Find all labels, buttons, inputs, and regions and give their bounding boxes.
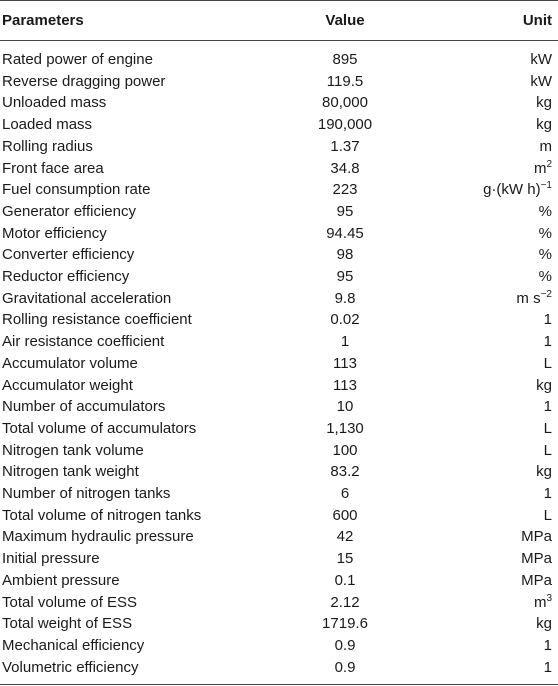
unit-cell xyxy=(430,592,558,614)
value-cell: 1.37 xyxy=(330,137,360,155)
unit-text: MPa xyxy=(521,571,552,589)
unit-text: kW xyxy=(530,72,552,90)
unit-text: 1 xyxy=(543,636,552,654)
parameter-cell: Total volume of accumulators xyxy=(2,419,197,437)
parameter-cell: Number of nitrogen tanks xyxy=(2,485,171,503)
table-row xyxy=(0,592,558,614)
unit-text: m xyxy=(539,137,552,155)
value-cell: 42 xyxy=(336,528,354,546)
table-row xyxy=(0,548,558,570)
unit-superscript: −1 xyxy=(540,180,552,192)
table-row xyxy=(0,41,558,71)
unit-text: L xyxy=(543,419,552,437)
unit-cell xyxy=(430,114,558,136)
table-row xyxy=(0,92,558,114)
unit-cell xyxy=(430,179,558,201)
parameter-cell: Initial pressure xyxy=(2,550,100,568)
table-row xyxy=(0,418,558,440)
value-cell: 190,000 xyxy=(317,116,373,134)
parameter-cell: Generator efficiency xyxy=(2,202,136,220)
unit-cell xyxy=(430,396,558,418)
table-row xyxy=(0,375,558,397)
parameter-cell: Accumulator weight xyxy=(2,376,133,394)
unit-cell xyxy=(430,201,558,223)
parameter-cell: Nitrogen tank volume xyxy=(2,441,144,459)
unit-text: kg xyxy=(536,463,552,481)
table-row xyxy=(0,136,558,158)
unit-text: 1 xyxy=(543,311,552,329)
parameter-cell: Accumulator volume xyxy=(2,354,138,372)
parameter-cell: Total volume of nitrogen tanks xyxy=(2,506,202,524)
table-row xyxy=(0,461,558,483)
value-cell: 95 xyxy=(336,268,354,286)
parameter-cell: Motor efficiency xyxy=(2,224,107,242)
parameter-cell: Fuel consumption rate xyxy=(2,181,151,199)
unit-text: L xyxy=(543,506,552,524)
unit-cell xyxy=(430,309,558,331)
unit-cell xyxy=(430,548,558,570)
value-cell: 0.02 xyxy=(330,311,360,329)
value-cell: 95 xyxy=(336,202,354,220)
unit-cell xyxy=(430,244,558,266)
table-row xyxy=(0,570,558,592)
unit-cell xyxy=(430,440,558,462)
value-cell: 94.45 xyxy=(326,224,364,242)
unit-cell xyxy=(430,136,558,158)
table-row xyxy=(0,266,558,288)
unit-cell xyxy=(430,266,558,288)
unit-text: kg xyxy=(536,615,552,633)
unit-superscript: 2 xyxy=(546,158,552,170)
parameter-cell: Mechanical efficiency xyxy=(2,636,145,654)
unit-text: kW xyxy=(530,51,552,68)
table-row xyxy=(0,179,558,201)
value-cell: 34.8 xyxy=(330,159,360,177)
parameter-cell: Rolling resistance coefficient xyxy=(2,311,192,329)
unit-cell xyxy=(430,158,558,180)
table-row xyxy=(0,201,558,223)
unit-cell xyxy=(430,483,558,505)
unit-cell xyxy=(430,613,558,635)
value-cell: 113 xyxy=(333,376,357,394)
parameter-cell: Total volume of ESS xyxy=(2,593,138,611)
header-row xyxy=(0,1,558,41)
table-row xyxy=(0,71,558,93)
unit-cell xyxy=(430,288,558,310)
unit-cell xyxy=(430,41,558,71)
parameter-cell: Total weight of ESS xyxy=(2,615,133,633)
table-row xyxy=(0,483,558,505)
parameter-cell: Rolling radius xyxy=(2,137,93,155)
value-cell: 1719.6 xyxy=(322,615,368,633)
table-row xyxy=(0,505,558,527)
table-row xyxy=(0,526,558,548)
header-value: Value xyxy=(260,1,430,41)
unit-text: kg xyxy=(536,376,552,394)
unit-cell xyxy=(430,657,558,685)
parameter-cell: Reverse dragging power xyxy=(2,72,166,90)
table-row xyxy=(0,223,558,245)
header-unit: Unit xyxy=(430,1,558,41)
unit-text: 1 xyxy=(543,398,552,416)
table-row xyxy=(0,244,558,266)
unit-text: m s xyxy=(516,289,541,307)
parameter-cell: Nitrogen tank weight xyxy=(2,463,139,481)
unit-text: MPa xyxy=(521,550,552,568)
unit-text: MPa xyxy=(521,528,552,546)
unit-cell xyxy=(430,71,558,93)
parameter-cell: Number of accumulators xyxy=(2,398,166,416)
unit-text: % xyxy=(538,224,552,242)
unit-text: kg xyxy=(536,116,552,134)
unit-cell xyxy=(430,461,558,483)
table-row xyxy=(0,396,558,418)
value-cell: 80,000 xyxy=(322,94,368,112)
value-cell: 6 xyxy=(340,485,350,503)
value-cell: 2.12 xyxy=(330,593,360,611)
value-cell: 1,130 xyxy=(326,419,364,437)
table-row xyxy=(0,440,558,462)
value-cell: 895 xyxy=(332,51,358,68)
value-cell: 98 xyxy=(336,246,354,264)
header-parameters: Parameters xyxy=(0,1,260,41)
unit-cell xyxy=(430,505,558,527)
unit-cell xyxy=(430,418,558,440)
table-row xyxy=(0,635,558,657)
parameter-cell: Ambient pressure xyxy=(2,571,120,589)
parameter-cell: Rated power of engine xyxy=(2,51,153,68)
unit-text: 1 xyxy=(543,333,552,351)
table-row xyxy=(0,353,558,375)
parameter-cell: Air resistance coefficient xyxy=(2,333,165,351)
unit-cell xyxy=(430,635,558,657)
value-cell: 119.5 xyxy=(326,72,364,90)
value-cell: 9.8 xyxy=(334,289,356,307)
unit-text: % xyxy=(538,246,552,264)
unit-text: m xyxy=(533,593,547,611)
unit-text: 1 xyxy=(543,485,552,503)
value-cell: 100 xyxy=(332,441,358,459)
parameter-cell: Front face area xyxy=(2,159,104,177)
value-cell: 0.9 xyxy=(334,636,356,654)
value-cell: 600 xyxy=(332,506,358,524)
parameter-cell: Volumetric efficiency xyxy=(0,657,260,685)
unit-cell xyxy=(430,375,558,397)
unit-cell xyxy=(430,223,558,245)
unit-cell xyxy=(430,570,558,592)
value-cell: 113 xyxy=(333,354,357,372)
unit-cell xyxy=(430,331,558,353)
unit-cell xyxy=(430,92,558,114)
parameter-cell: Maximum hydraulic pressure xyxy=(2,528,194,546)
unit-superscript: 3 xyxy=(546,592,552,604)
parameter-cell: Loaded mass xyxy=(2,116,93,134)
unit-text: 1 xyxy=(543,658,552,676)
unit-cell xyxy=(430,353,558,375)
table-row xyxy=(0,309,558,331)
unit-text: m xyxy=(533,159,547,177)
parameter-cell: Gravitational acceleration xyxy=(2,289,172,307)
table-row xyxy=(0,331,558,353)
table-body xyxy=(0,41,558,685)
value-cell: 0.1 xyxy=(334,571,356,589)
unit-cell xyxy=(430,526,558,548)
parameter-cell: Reductor efficiency xyxy=(2,268,130,286)
value-cell: 10 xyxy=(336,398,354,416)
unit-text: L xyxy=(543,354,552,372)
value-cell: 1 xyxy=(340,333,350,351)
table-row xyxy=(0,288,558,310)
value-cell: 15 xyxy=(336,550,354,568)
value-cell: 223 xyxy=(332,181,358,199)
unit-text: L xyxy=(543,441,552,459)
unit-text: kg xyxy=(536,94,552,112)
unit-text: % xyxy=(538,268,552,286)
unit-text: g·(kW h) xyxy=(483,181,541,199)
value-cell: 83.2 xyxy=(330,463,360,481)
unit-superscript: −2 xyxy=(540,288,552,300)
table-header xyxy=(0,1,558,41)
parameter-cell: Converter efficiency xyxy=(2,246,135,264)
table-row xyxy=(0,114,558,136)
parameter-cell: Unloaded mass xyxy=(2,94,107,112)
value-cell: 0.9 xyxy=(260,657,430,685)
table-row xyxy=(0,613,558,635)
unit-text: % xyxy=(538,202,552,220)
table-row xyxy=(0,657,558,685)
table-row xyxy=(0,158,558,180)
